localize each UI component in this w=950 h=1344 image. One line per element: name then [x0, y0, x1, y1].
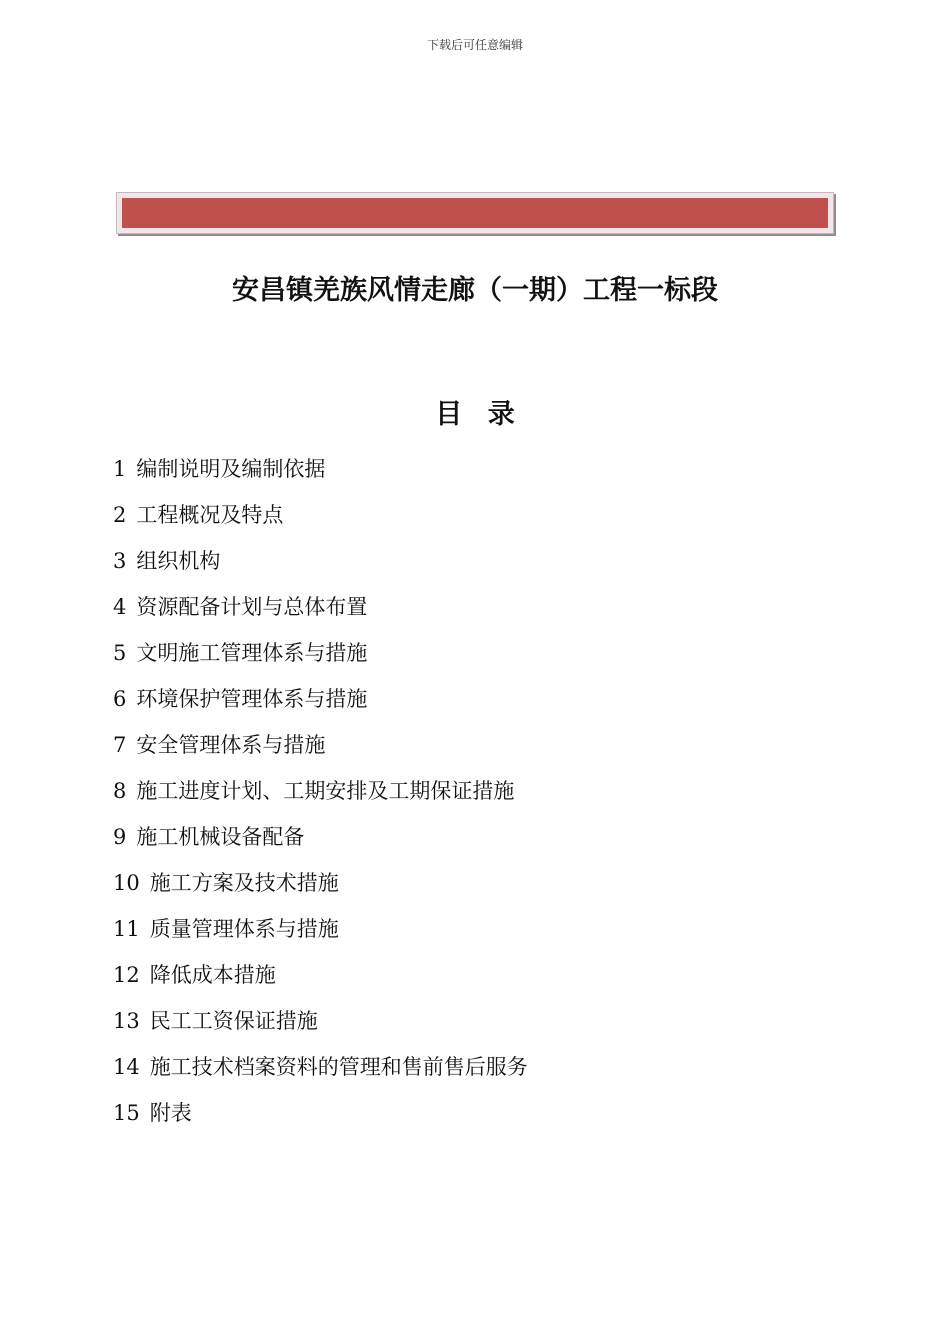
- toc-item-number: 5: [113, 641, 127, 665]
- toc-item: [113, 590, 528, 636]
- document-title: 安昌镇羌族风情走廊（一期）工程一标段: [232, 275, 718, 306]
- toc-item-number: 4: [113, 595, 127, 619]
- toc-item-label: 施工技术档案资料的管理和售前售后服务: [149, 1055, 528, 1079]
- toc-item-label: 资源配备计划与总体布置: [136, 595, 368, 619]
- decorative-banner: [116, 192, 834, 234]
- toc-item-label: 环境保护管理体系与措施: [136, 687, 368, 711]
- toc-item-label: 降低成本措施: [149, 963, 276, 987]
- toc-item-label: 民工工资保证措施: [149, 1009, 318, 1033]
- toc-item: [113, 1050, 528, 1096]
- toc-item-number: 2: [113, 503, 127, 527]
- header-note: 下载后可任意编辑: [426, 38, 523, 52]
- toc-item-label: 文明施工管理体系与措施: [136, 641, 368, 665]
- table-of-contents: [113, 452, 528, 1142]
- toc-item-label: 质量管理体系与措施: [149, 917, 339, 941]
- toc-item-label: 施工方案及技术措施: [149, 871, 339, 895]
- toc-item-label: 施工进度计划、工期安排及工期保证措施: [136, 779, 515, 803]
- toc-item: [113, 452, 528, 498]
- toc-item-number: 12: [113, 963, 140, 987]
- toc-item-label: 编制说明及编制依据: [136, 457, 326, 481]
- toc-item-label: 组织机构: [136, 549, 221, 573]
- toc-item-number: 15: [113, 1101, 140, 1125]
- toc-item: [113, 1096, 528, 1142]
- toc-item-number: 3: [113, 549, 127, 573]
- toc-item-number: 11: [113, 917, 140, 941]
- toc-item-number: 7: [113, 733, 127, 757]
- toc-item-number: 14: [113, 1055, 140, 1079]
- toc-item-number: 8: [113, 779, 127, 803]
- toc-item: [113, 820, 528, 866]
- toc-item-number: 13: [113, 1009, 140, 1033]
- toc-item: [113, 544, 528, 590]
- toc-item: [113, 1004, 528, 1050]
- toc-item: [113, 866, 528, 912]
- toc-item: [113, 498, 528, 544]
- toc-item-number: 6: [113, 687, 127, 711]
- toc-item: [113, 912, 528, 958]
- toc-item: [113, 728, 528, 774]
- toc-item-label: 施工机械设备配备: [136, 825, 305, 849]
- toc-item-label: 附表: [149, 1101, 192, 1125]
- toc-item: [113, 682, 528, 728]
- toc-item: [113, 636, 528, 682]
- toc-item: [113, 958, 528, 1004]
- toc-item-number: 1: [113, 457, 127, 481]
- toc-item: [113, 774, 528, 820]
- toc-item-number: 10: [113, 871, 140, 895]
- toc-item-number: 9: [113, 825, 127, 849]
- banner-bar: [122, 198, 828, 228]
- toc-item-label: 安全管理体系与措施: [136, 733, 326, 757]
- toc-heading: 目 录: [435, 399, 515, 430]
- toc-item-label: 工程概况及特点: [136, 503, 284, 527]
